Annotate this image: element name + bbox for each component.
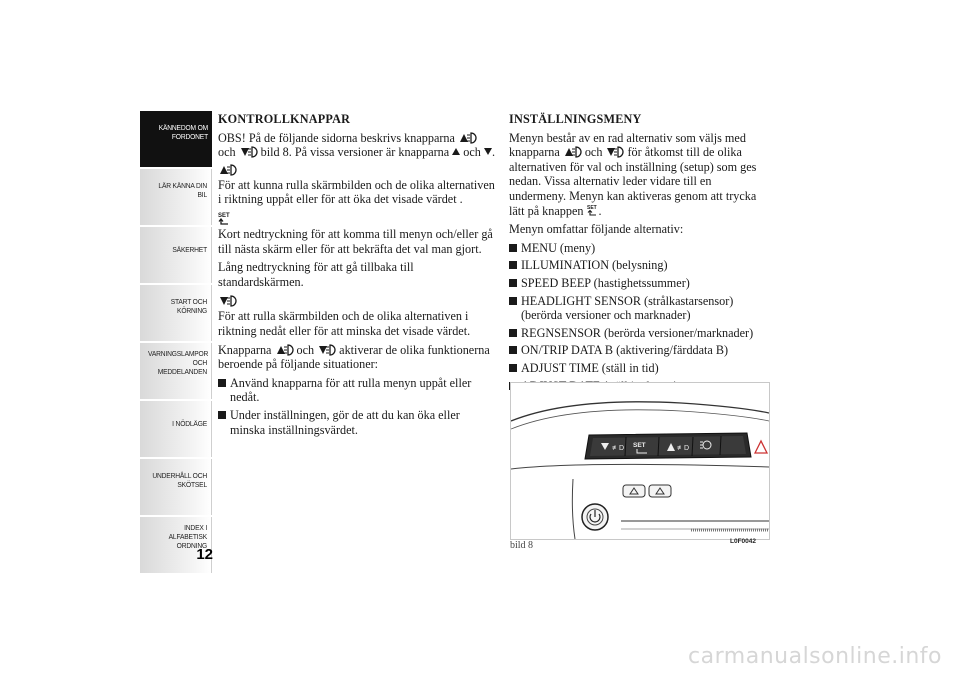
down-triangle-icon — [484, 148, 492, 155]
tab-label: START OCH KÖRNING — [170, 297, 207, 315]
bullet-box-icon — [509, 346, 517, 354]
svg-text:≢D: ≢D — [612, 445, 625, 452]
svg-text:SET: SET — [633, 442, 646, 449]
tab-sakerhet[interactable] — [140, 227, 212, 283]
up-triangle-icon — [452, 148, 460, 155]
set-button-icon — [218, 211, 496, 227]
tab-label: INDEX I ALFABETISK ORDNING — [168, 523, 207, 550]
figure-dashboard-controls — [510, 382, 770, 540]
dashboard-illustration — [511, 383, 769, 539]
tab-label: SÄKERHET — [172, 245, 207, 254]
down-button-description: För att rulla skärmbilden och de olika alternativen i riktning nedåt eller för att minska det visade värdet. — [218, 309, 471, 338]
tab-i-nodlage[interactable] — [140, 401, 212, 457]
up-button-description: För att kunna rulla skärmbilden och de olika alternativen i riktning uppåt eller för att öka det visade värdet . — [218, 177, 495, 207]
set-long-press-description: Lång nedtryckning för att gå tillbaka till standardskärmen. — [218, 260, 414, 289]
list-item: REGNSENSOR (berörda versioner/marknader) — [509, 326, 771, 341]
menu-intro-paragraph: Menyn består av en rad alternativ som väljs med knapparna och för åtkomst till de olika alternativen för val och inställning (setup) som ges nedan. Vissa alternativ leder vidare till en undermeny. Menyn kan aktiveras genom att trycka lätt på knappen SET . — [509, 130, 757, 218]
svg-text:SET: SET — [218, 212, 230, 219]
down-light-icon — [317, 343, 339, 356]
bullet-box-icon — [509, 244, 517, 252]
chapter-sidebar — [140, 111, 212, 575]
tab-label: KÄNNEDOM OM FORDONET — [158, 123, 208, 141]
tab-start-och-korning[interactable] — [140, 285, 212, 341]
up-light-icon — [275, 343, 297, 356]
list-item: Under inställningen, gör de att du kan öka eller minska inställningsvärdet. — [218, 408, 496, 437]
buttons-activate-paragraph: Knapparna och aktiverar de olika funktionerna beroende på följande situationer: — [218, 342, 490, 372]
bullet-box-icon — [509, 261, 517, 269]
list-item: Använd knapparna för att rulla menyn uppåt eller nedåt. — [218, 376, 496, 405]
tab-lar-kanna-din-bil[interactable] — [140, 169, 212, 225]
right-column — [509, 112, 771, 396]
watermark: carmanualsonline.info — [688, 644, 942, 669]
up-light-icon — [458, 131, 480, 144]
set-short-press-description: Kort nedtryckning för att komma till menyn och/eller gå till nästa skärm eller för att bekräfta det val man gjort. — [218, 226, 493, 256]
bullet-box-icon — [218, 379, 226, 387]
tab-index[interactable] — [140, 517, 212, 573]
list-item: SPEED BEEP (hastighetssummer) — [509, 276, 771, 291]
list-item: ON/TRIP DATA B (aktivering/färddata B) — [509, 343, 771, 358]
bullet-box-icon — [218, 411, 226, 419]
menu-options-intro: Menyn omfattar följande alternativ: — [509, 222, 684, 237]
section-heading-installningsmeny: INSTÄLLNINGSMENY — [509, 112, 642, 126]
tab-label: I NÖDLÄGE — [172, 419, 207, 428]
situations-list — [218, 376, 496, 437]
list-item: ILLUMINATION (belysning) — [509, 258, 771, 273]
up-light-icon — [563, 145, 585, 158]
menu-options-list — [509, 241, 771, 393]
page-number: 12 — [196, 546, 213, 563]
left-column — [218, 112, 496, 440]
tab-label: UNDERHÅLL OCH SKÖTSEL — [152, 471, 207, 489]
intro-paragraph: OBS! På de följande sidorna beskrivs knapparna och bild 8. På vissa versioner är knapparna och . — [218, 130, 495, 160]
down-light-icon — [605, 145, 627, 158]
list-item: ADJUST TIME (ställ in tid) — [509, 361, 771, 376]
svg-text:≢D: ≢D — [677, 445, 690, 452]
figure-caption: bild 8 — [510, 540, 534, 551]
bullet-box-icon — [509, 297, 517, 305]
list-item: HEADLIGHT SENSOR (strålkastarsensor) (berörda versioner och marknader) — [509, 294, 771, 323]
up-light-icon — [218, 162, 496, 178]
tab-underhall-och-skotsel[interactable] — [140, 459, 212, 515]
tab-varningslampor[interactable] — [140, 343, 212, 399]
list-item: MENU (meny) — [509, 241, 771, 256]
set-button-icon — [587, 204, 599, 217]
bullet-box-icon — [509, 364, 517, 372]
tab-kannedom-om-fordonet[interactable] — [140, 111, 212, 167]
down-light-icon — [218, 293, 496, 309]
bullet-box-icon — [509, 329, 517, 337]
tab-label: VARNINGSLAMPOR OCH MEDDELANDEN — [148, 349, 209, 376]
down-light-icon — [239, 145, 261, 158]
section-heading-kontrollknappar: KONTROLLKNAPPAR — [218, 112, 351, 126]
figure-code: L0F0042 — [730, 538, 757, 545]
bullet-box-icon — [509, 279, 517, 287]
tab-label: LÄR KÄNNA DIN BIL — [158, 181, 207, 199]
svg-text:SET: SET — [586, 204, 597, 211]
